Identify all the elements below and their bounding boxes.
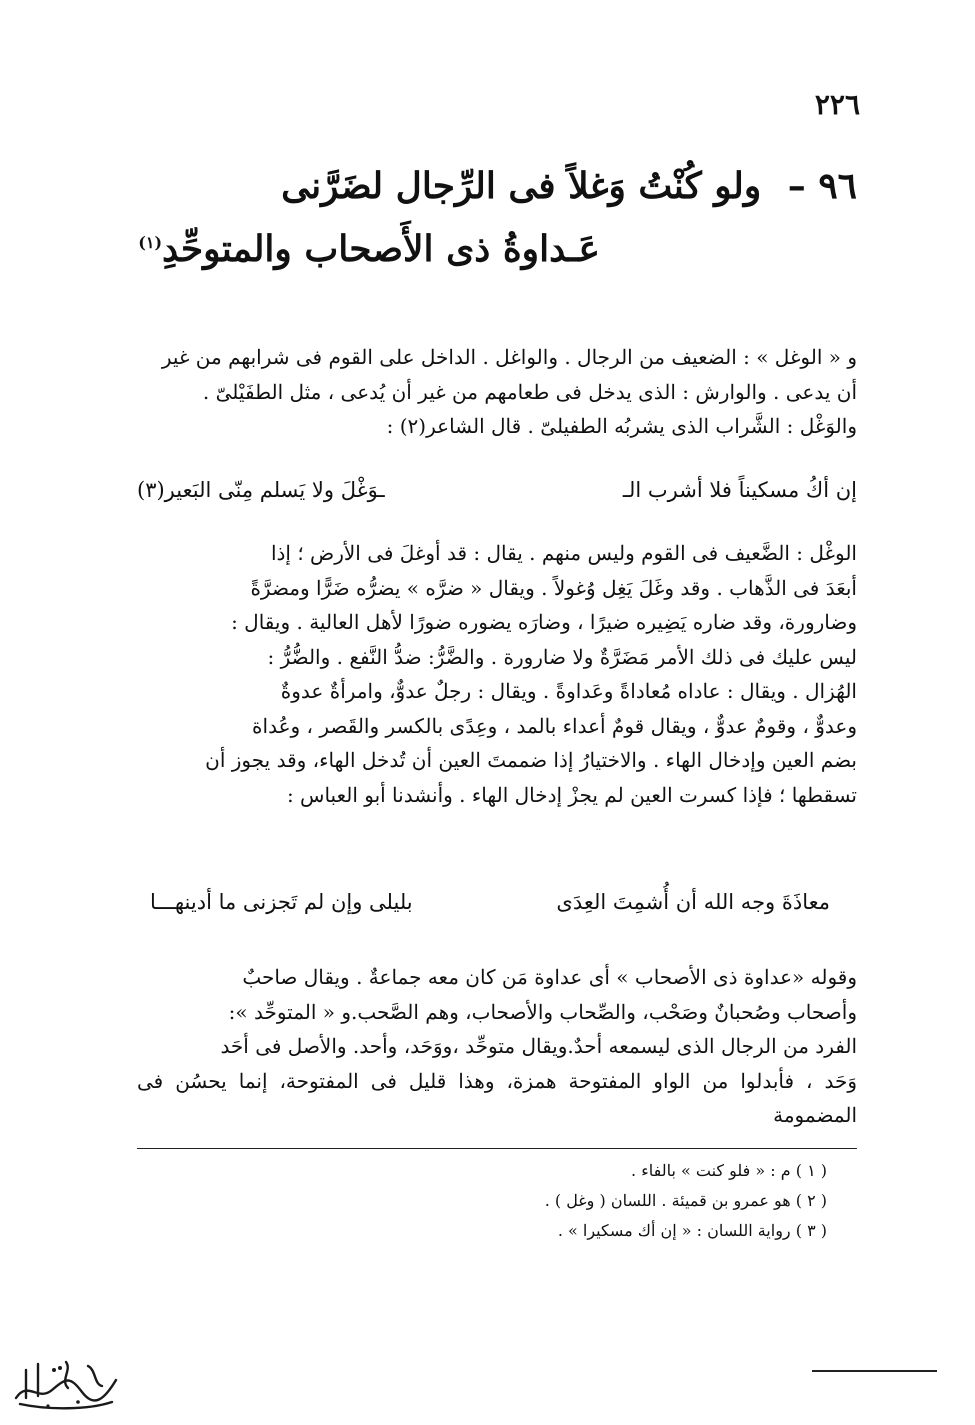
text-line: وقوله «عداوة ذى الأصحاب » أى عداوة مَن كان معه جماعةٌ . ويقال صاحبٌ — [242, 965, 857, 989]
text-line: ليس عليك فى ذلك الأمر مَضَرَّةٌ ولا ضارورة . والضَّرُّ: ضدُّ النَّفع . والضُّرُّ : — [267, 644, 857, 669]
hemistich-first: إن أكُ مسكيناً فلا أشرب الـ — [622, 478, 857, 502]
text-line: وضارورة، وقد ضاره يَضِيره ضيرًا ، وضارَه يضوره ضورًا لأهل العالية . ويقال : — [231, 610, 857, 634]
text-line: تسقطها ؛ فإذا كسرت العين لم يجزْ إدخال الهاء . وأنشدنا أبو العباس : — [286, 782, 857, 807]
page-number: ٢٢٦ — [814, 88, 860, 121]
text-line: بضم العين وإدخال الهاء . والاختيارُ إذا ضممتَ العين أن تُدخل الهاء، وقد يجوز أن — [205, 748, 857, 772]
verse-number: ٩٦ – — [787, 165, 857, 207]
text-line: أن يدعى . والوارش : الذى يدخل فى طعامهم من غير أن يُدعى ، مثل الطفَيْلىّ . — [202, 379, 857, 404]
footnotes — [137, 1156, 827, 1246]
text-line: وَحَد ، فأبدلوا من الواو المفتوحة همزة، وهذا قليل فى المفتوحة، إنما يحسُن فى المضمومة — [137, 1068, 857, 1127]
verse-line-2 — [138, 228, 600, 270]
calligraphy-watermark-logo — [8, 1340, 123, 1415]
bottom-rule — [812, 1370, 937, 1372]
commentary-paragraph-1 — [137, 340, 857, 444]
text-line: الهُزال . ويقال : عاداه مُعاداةً وعَداوةً . ويقال : رجلٌ عدوٌّ، وامرأةٌ عدوةٌ — [280, 679, 857, 703]
footnote-2: ( ٢ ) هو عمرو بن قميئة . اللسان ( وغل ) . — [544, 1191, 827, 1210]
hemistich-first: معاذَةَ وجه الله أن أُشمِتَ العِدَى — [556, 890, 830, 914]
footnote-3: ( ٣ ) رواية اللسان : « إن أك مسكيرا » . — [557, 1221, 827, 1240]
verse-text-2: عَـداوةُ ذى الأَصحاب والمتوحِّدِ — [162, 228, 600, 270]
text-line: أبعَدَ فى الذَّهاب . وقد وغَلَ يَغِل وُغولاً . ويقال « ضرَّه » يضرُّه ضَرًّا ومضرَّةً — [250, 575, 857, 600]
commentary-paragraph-3 — [137, 960, 857, 1133]
hemistich-second: بليلى وإن لم تَجزنى ما أدينهـــا — [150, 890, 413, 914]
footnote-divider — [137, 1148, 857, 1149]
hemistich-second: ـوَغْلَ ولا يَسلم مِنّى البَعير(٣) — [137, 478, 385, 502]
text-line: الوغْل : الضَّعيف فى القوم وليس منهم . يقال : قد أوغلَ فى الأرض ؛ إذا — [270, 541, 857, 565]
text-line: الفرد من الرجال الذى ليسمعه أحدٌ.ويقال متوحِّد ،ووَحَد، وأحد. والأصل فى أحَد — [220, 1034, 857, 1058]
verse-line-1 — [281, 165, 857, 207]
calligraphy-logo-icon — [8, 1340, 123, 1415]
commentary-paragraph-2 — [137, 536, 857, 812]
text-line: والوَغْل : الشَّراب الذى يشربُه الطفيلىّ . قال الشاعر(٢) : — [386, 414, 857, 438]
footnote-marker: (١) — [138, 233, 163, 252]
text-line: و « الوغل » : الضعيف من الرجال . والواغل . الداخل على القوم فى شرابهم من غير — [161, 345, 857, 369]
text-line: وأصحاب وصُحبانٌ وصَحْب، والصِّحاب والأصحاب، وهم الصَّحب.و « المتوحِّد »: — [228, 999, 857, 1024]
poem-verse-2 — [150, 890, 830, 914]
text-line: وعدوٌّ ، وقومٌ عدوٌّ ، ويقال قومٌ أعداء بالمد ، وعِدًى بالكسر والقَصر ، وعُداة — [252, 713, 857, 738]
footnote-1: ( ١ ) م : « فلو كنت » بالفاء . — [631, 1161, 827, 1180]
verse-text-1: ولو كُنْتُ وَغلاً فى الرِّجال لضَرَّنى — [281, 165, 762, 207]
poem-verse-1 — [137, 478, 857, 502]
